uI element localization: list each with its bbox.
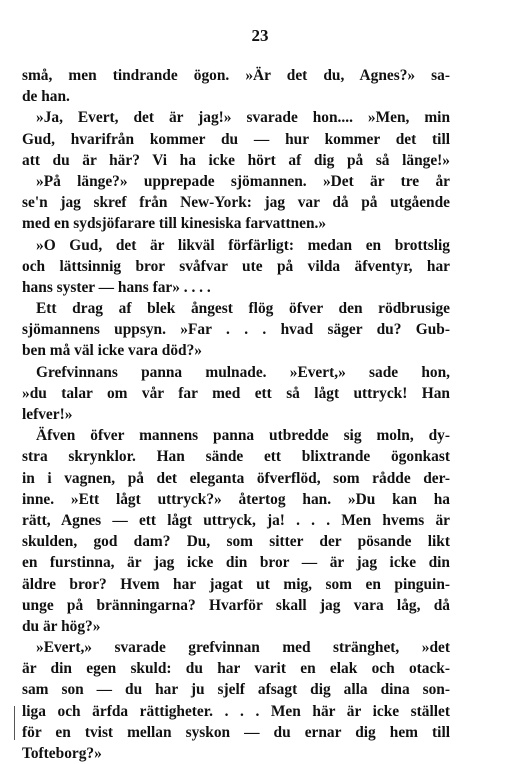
text-line: du är hög?» [22,617,101,635]
text-line: Äfven öfver mannens panna utbredde sig moln, dy- [36,427,450,445]
text-line: stra skrynklor. Han sände ett blixtrande ögonkast [22,448,450,466]
text-line: Ett drag af blek ångest flög öfver den rödbrusige [36,300,450,318]
text-line: »du talar om vår far med ett så lågt uttryck! Han [22,384,450,402]
text-line: »På länge?» upprepade sjömannen. »Det är tre år [36,172,450,190]
text-line: »O Gud, det är likväl förfärligt: medan en brottslig [36,236,450,254]
text-line: de han. [22,88,70,106]
text-line: små, men tindrande ögon. »Är det du, Agnes?» sa- [22,67,450,84]
text-line: för en tvist mellan syskon — du ernar dig hem till [22,723,450,741]
text-line: sam son — du har ju sjelf afsagt dig alla dina son- [22,681,450,699]
text-line: med en sydsjöfarare till kinesiska farvattnen.» [22,215,327,233]
text-line: äldre bror? Hvem har jagat ut mig, som en pinguin- [22,575,450,593]
text-line: en furstinna, är jag icke din bror — är jag icke din [22,554,450,572]
text-line: liga och ärfda rättigheter. . . . Men här är icke stället [22,702,450,720]
text-line: Tofteborg?» [22,745,102,762]
text-line: är din egen skuld: du har varit en elak och otack- [22,660,450,678]
body-text [22,65,450,764]
text-line: »Evert,» svarade grefvinnan med stränghet, »det [36,639,450,657]
margin-mark [14,706,15,740]
text-line: att du är här? Vi ha icke hört af dig på så länge!» [22,151,450,169]
text-line: »Ja, Evert, det är jag!» svarade hon.... »Men, min [36,109,450,127]
text-line: hans syster — hans far» . . . . [22,278,211,296]
text-line: Gud, hvarifrån kommer du — hur kommer det till [22,130,450,148]
text-line: inne. »Ett lågt uttryck?» återtog han. »Du kan ha [22,490,450,508]
text-line: ben må väl icke vara död?» [22,342,202,360]
text-line: unge på bränningarna? Hvarför skall jag vara låg, då [22,596,450,614]
text-line: sjömannens uppsyn. »Far . . . hvad säger du? Gub- [22,321,450,339]
text-line: lefver!» [22,406,73,423]
text-line: och lättsinnig bror svåfvar ute på vilda äfventyr, har [22,257,450,275]
text-line: Grefvinnans panna mulnade. »Evert,» sade hon, [36,363,450,381]
text-line: rätt, Agnes — ett lågt uttryck, ja! . . . Men hvems är [22,511,450,529]
text-line: in i vagnen, på det eleganta öfverflöd, som rådde der- [22,469,450,487]
text-line: skulden, god dam? Du, som sitter der pösande likt [22,533,450,551]
page-number: 23 [251,26,269,45]
text-line: se'n jag skref från New-York: jag var då på utgående [22,194,450,212]
